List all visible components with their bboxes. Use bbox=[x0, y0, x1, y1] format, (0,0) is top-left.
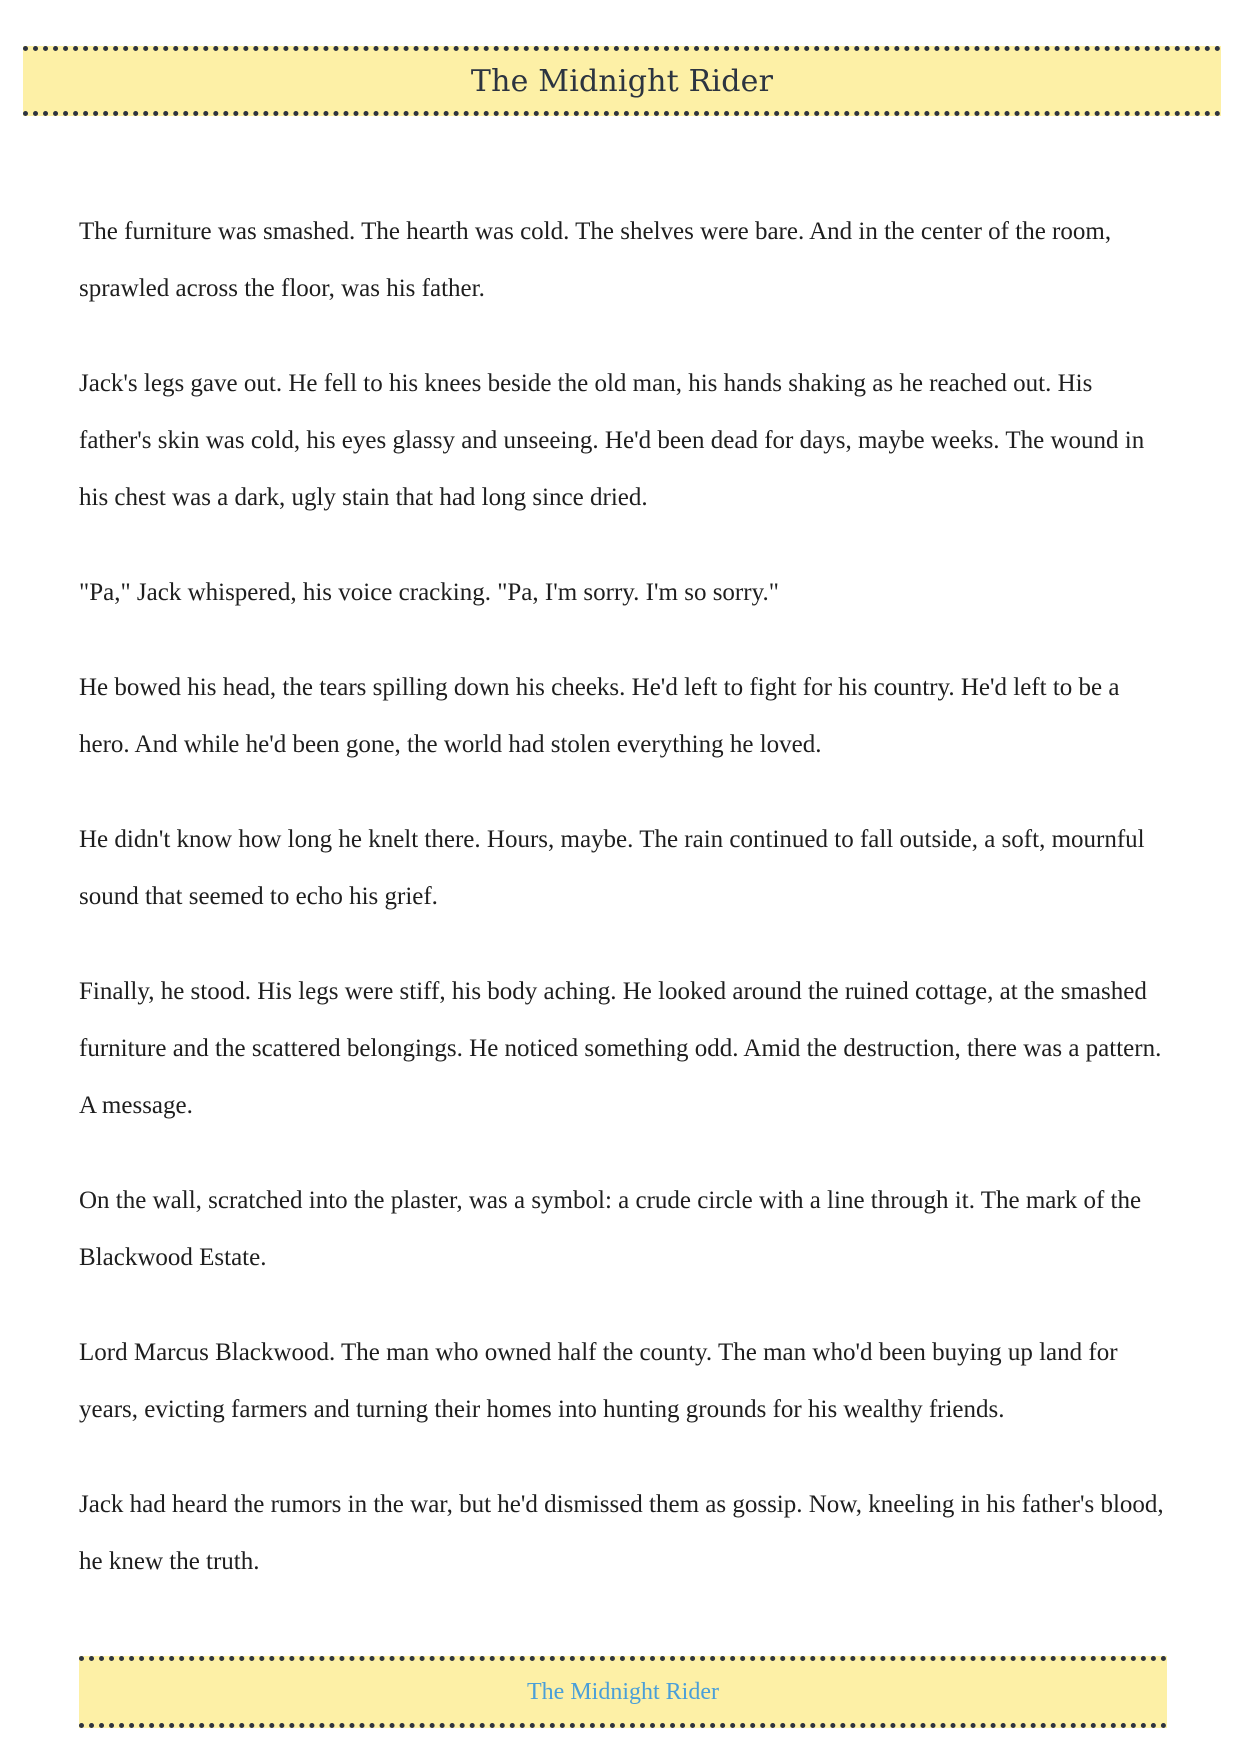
page-header-band bbox=[23, 46, 1221, 116]
paragraph-4: He bowed his head, the tears spilling down his cheeks. He'd left to fight for his country. He'd left to be a hero. And while he'd been gone, the world had stolen everything he loved. bbox=[79, 674, 1120, 758]
footer-title: The Midnight Rider bbox=[527, 1678, 719, 1705]
page-title: The Midnight Rider bbox=[470, 63, 774, 99]
story-body bbox=[79, 203, 1169, 1628]
paragraph-5: He didn't know how long he knelt there. Hours, maybe. The rain continued to fall outside, a soft, mournful sound that seemed to echo his grief. bbox=[79, 826, 1145, 910]
paragraph-3: "Pa," Jack whispered, his voice cracking. "Pa, I'm sorry. I'm so sorry." bbox=[79, 579, 779, 606]
paragraph-6: Finally, he stood. His legs were stiff, his body aching. He looked around the ruined cottage, at the smashed furniture and the scattered belongings. He noticed something odd. Amid the destruction, there was a pattern. A message. bbox=[79, 978, 1162, 1119]
paragraph-8: Lord Marcus Blackwood. The man who owned half the county. The man who'd been buying up land for years, evicting farmers and turning their homes into hunting grounds for his wealthy friends. bbox=[79, 1339, 1118, 1423]
paragraph-9: Jack had heard the rumors in the war, but he'd dismissed them as gossip. Now, kneeling in his father's blood, he knew the truth. bbox=[79, 1491, 1164, 1575]
paragraph-1: The furniture was smashed. The hearth was cold. The shelves were bare. And in the center of the room, sprawled across the floor, was his father. bbox=[79, 218, 1112, 302]
paragraph-7: On the wall, scratched into the plaster, was a symbol: a crude circle with a line through it. The mark of the Blackwood Estate. bbox=[79, 1187, 1142, 1271]
page-footer-band bbox=[79, 1656, 1167, 1728]
paragraph-2: Jack's legs gave out. He fell to his knees beside the old man, his hands shaking as he reached out. His father's skin was cold, his eyes glassy and unseeing. He'd been dead for days, maybe weeks. The wound in his chest was a dark, ugly stain that had long since dried. bbox=[79, 370, 1145, 511]
